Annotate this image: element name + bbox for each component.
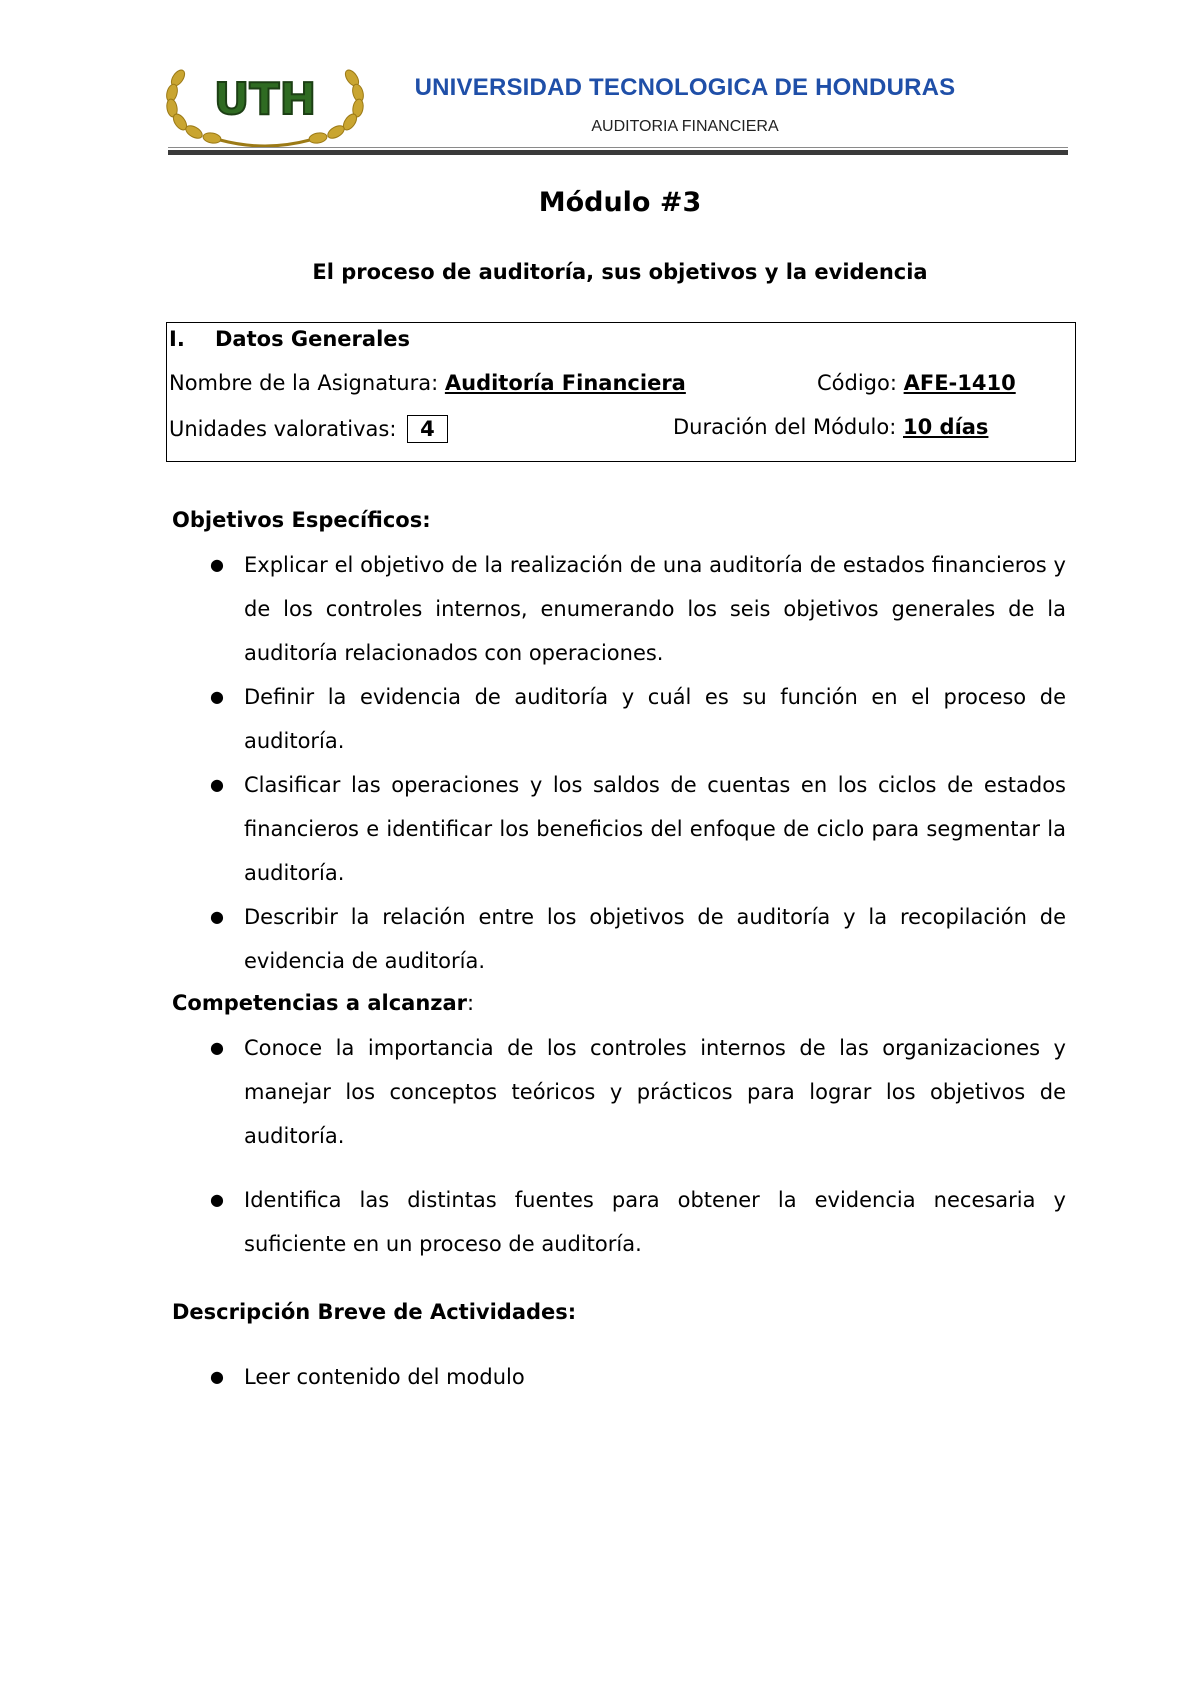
objetivos-heading: Objetivos Específicos: bbox=[172, 508, 431, 532]
actividades-heading: Descripción Breve de Actividades: bbox=[172, 1300, 577, 1324]
module-subtitle: El proceso de auditoría, sus objetivos y la evidencia bbox=[312, 260, 928, 284]
list-item bbox=[208, 543, 1066, 675]
objetivos-list bbox=[208, 543, 1066, 983]
list-item bbox=[208, 895, 1066, 983]
module-title: Módulo #3 bbox=[538, 187, 702, 218]
duracion-row bbox=[673, 415, 988, 439]
list-item-text: Clasificar las operaciones y los saldos de cuentas en los ciclos de estados financieros e identificar los beneficios del enfoque de ciclo para segmentar la auditoría. bbox=[244, 773, 1066, 885]
list-item-text: Identifica las distintas fuentes para obtener la evidencia necesaria y suficiente en un proceso de auditoría. bbox=[244, 1188, 1066, 1256]
bullet-icon: ● bbox=[210, 907, 224, 926]
competencias-heading: Competencias a alcanzar bbox=[172, 991, 468, 1015]
duracion-label: Duración del Módulo: bbox=[673, 415, 903, 439]
bullet-icon: ● bbox=[210, 1038, 224, 1057]
bullet-icon: ● bbox=[210, 775, 224, 794]
asignatura-row bbox=[169, 371, 686, 395]
unidades-label: Unidades valorativas: bbox=[169, 417, 404, 441]
actividades-list bbox=[208, 1355, 1066, 1399]
bullet-icon: ● bbox=[210, 555, 224, 574]
list-item-text: Leer contenido del modulo bbox=[244, 1365, 525, 1389]
bullet-icon: ● bbox=[210, 687, 224, 706]
course-header: AUDITORIA FINANCIERA bbox=[591, 118, 779, 135]
asignatura-value: Auditoría Financiera bbox=[444, 371, 686, 395]
section-heading: Datos Generales bbox=[215, 327, 411, 351]
list-item-text: Explicar el objetivo de la realización de una auditoría de estados financieros y de los controles internos, enumerando los seis objetivos generales de la auditoría relacionados con operaciones. bbox=[244, 553, 1066, 665]
datos-generales-box bbox=[166, 322, 1076, 462]
codigo-value: AFE-1410 bbox=[903, 371, 1016, 395]
unidades-row bbox=[169, 415, 448, 443]
list-item bbox=[208, 763, 1066, 895]
logo-text: UTH bbox=[213, 74, 317, 125]
header-rule bbox=[168, 150, 1068, 155]
list-item bbox=[208, 1026, 1066, 1158]
header-rule-thin bbox=[168, 147, 1068, 148]
competencias-list bbox=[208, 1026, 1066, 1286]
section-number: I. bbox=[169, 327, 185, 351]
duracion-value: 10 días bbox=[903, 415, 989, 439]
unidades-value: 4 bbox=[407, 415, 448, 443]
list-item-text: Conoce la importancia de los controles internos de las organizaciones y manejar los conceptos teóricos y prácticos para lograr los objetivos de auditoría. bbox=[244, 1036, 1066, 1148]
bullet-icon: ● bbox=[210, 1190, 224, 1209]
codigo-row bbox=[817, 371, 1016, 395]
bullet-icon: ● bbox=[210, 1367, 224, 1386]
university-name: UNIVERSIDAD TECNOLOGICA DE HONDURAS bbox=[414, 74, 956, 101]
codigo-label: Código: bbox=[817, 371, 904, 395]
competencias-heading-row bbox=[172, 991, 474, 1015]
list-item-text: Describir la relación entre los objetivos de auditoría y la recopilación de evidencia de auditoría. bbox=[244, 905, 1066, 973]
competencias-colon: : bbox=[467, 991, 475, 1015]
list-item bbox=[208, 675, 1066, 763]
uth-logo bbox=[160, 48, 370, 148]
datos-heading bbox=[169, 327, 410, 351]
list-item bbox=[208, 1178, 1066, 1266]
list-item bbox=[208, 1355, 1066, 1399]
list-item-text: Definir la evidencia de auditoría y cuál es su función en el proceso de auditoría. bbox=[244, 685, 1066, 753]
asignatura-label: Nombre de la Asignatura: bbox=[169, 371, 445, 395]
